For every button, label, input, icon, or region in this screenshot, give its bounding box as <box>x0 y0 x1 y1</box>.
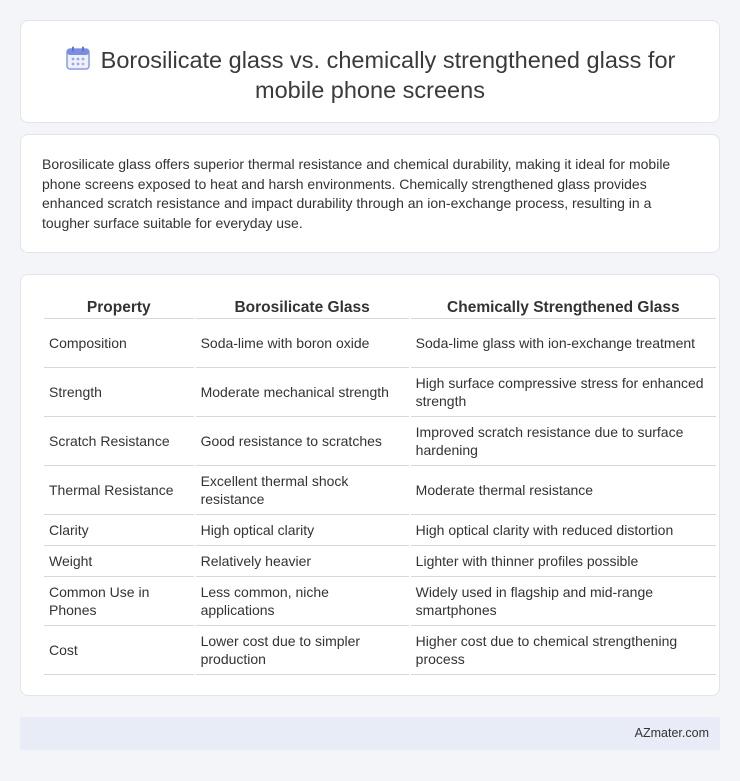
calendar-icon <box>65 45 91 71</box>
cell-chemically-strengthened: Higher cost due to chemical strengthening process <box>411 626 716 675</box>
table-row <box>44 417 716 466</box>
footer-site-link[interactable]: AZmater.com <box>634 726 709 740</box>
table-row <box>44 626 716 675</box>
table-row <box>44 577 716 626</box>
cell-property: Strength <box>44 368 194 417</box>
intro-paragraph: Borosilicate glass offers superior thermal resistance and chemical durability, making it ideal for mobile phone screens exposed to heat and harsh environments. Chemically strengthened glass provides enhanced scratch resistance and impact durability through an ion-exchange process, resulting in a tougher surface suitable for everyday use. <box>42 156 671 231</box>
footer-bar <box>20 717 720 750</box>
page-title <box>21 45 719 105</box>
cell-chemically-strengthened: Lighter with thinner profiles possible <box>411 546 716 577</box>
table-row <box>44 319 716 368</box>
table-row <box>44 466 716 515</box>
table-row <box>44 546 716 577</box>
table-header-row <box>44 296 716 319</box>
cell-borosilicate: Moderate mechanical strength <box>196 368 409 417</box>
cell-chemically-strengthened: Improved scratch resistance due to surface hardening <box>411 417 716 466</box>
cell-property: Clarity <box>44 515 194 546</box>
cell-borosilicate: Good resistance to scratches <box>196 417 409 466</box>
page-title-text: Borosilicate glass vs. chemically strengthened glass for mobile phone screens <box>100 47 676 103</box>
cell-property: Composition <box>44 319 194 368</box>
cell-borosilicate: Soda-lime with boron oxide <box>196 319 409 368</box>
comparison-table <box>42 296 718 675</box>
intro-card <box>20 134 720 253</box>
cell-property: Weight <box>44 546 194 577</box>
cell-borosilicate: Relatively heavier <box>196 546 409 577</box>
cell-chemically-strengthened: High surface compressive stress for enhanced strength <box>411 368 716 417</box>
cell-property: Common Use in Phones <box>44 577 194 626</box>
table-row <box>44 515 716 546</box>
cell-chemically-strengthened: Widely used in flagship and mid-range smartphones <box>411 577 716 626</box>
cell-borosilicate: Excellent thermal shock resistance <box>196 466 409 515</box>
table-row <box>44 368 716 417</box>
header-property: Property <box>44 296 194 319</box>
cell-property: Scratch Resistance <box>44 417 194 466</box>
comparison-card <box>20 274 720 696</box>
cell-borosilicate: Less common, niche applications <box>196 577 409 626</box>
cell-chemically-strengthened: High optical clarity with reduced distortion <box>411 515 716 546</box>
cell-chemically-strengthened: Moderate thermal resistance <box>411 466 716 515</box>
cell-borosilicate: Lower cost due to simpler production <box>196 626 409 675</box>
header-borosilicate: Borosilicate Glass <box>196 296 409 319</box>
cell-chemically-strengthened: Soda-lime glass with ion-exchange treatment <box>411 319 716 368</box>
cell-borosilicate: High optical clarity <box>196 515 409 546</box>
header-chemically-strengthened: Chemically Strengthened Glass <box>411 296 716 319</box>
title-card <box>20 20 720 123</box>
cell-property: Cost <box>44 626 194 675</box>
cell-property: Thermal Resistance <box>44 466 194 515</box>
